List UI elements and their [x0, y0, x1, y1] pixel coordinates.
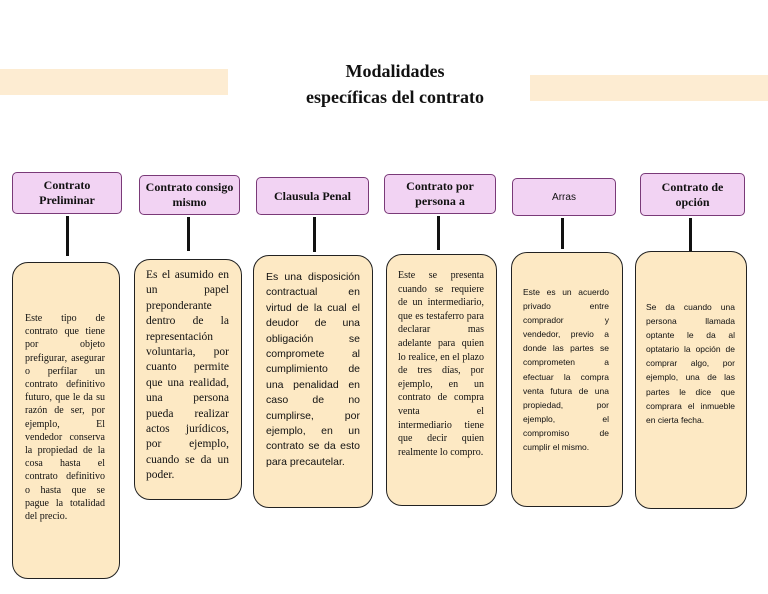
- description-box: [134, 259, 242, 500]
- description-box: [12, 262, 120, 579]
- connector-line: [561, 218, 564, 249]
- title-line-1: Modalidades: [345, 61, 445, 81]
- description-box: [253, 255, 373, 508]
- description-text: Este tipo de contrato que tiene por objeto prefigurar, asegurar o perfilar un contrato definitivo futuro, que le da su razón de ser, por ejemplo, El vendedor conserva la propiedad de la cosa hasta el contrato definitivo o hasta que se pague la totalidad del precio.: [25, 313, 105, 523]
- description-text: Se da cuando una persona llamada optante le da al optatario la opción de comprar algo, por ejemplo, una de las partes le dice que comprara el inmueble en cierta fecha.: [646, 302, 735, 425]
- connector-line: [313, 217, 316, 252]
- description-text: Este se presenta cuando se requiere de un intermediario, que es testaferro para declarar mas adelante para quien lo realice, en el plazo de tres días, por ejemplo, en un contrato de compra venta el intermediario tiene que decir quien realmente lo compro.: [398, 270, 484, 458]
- heading-contrato-preliminar: Contrato Preliminar: [12, 172, 122, 214]
- heading-clausula-penal: Clausula Penal: [256, 177, 369, 215]
- right-decor-band: [530, 75, 768, 101]
- diagram-title: [270, 58, 520, 110]
- connector-line: [437, 216, 440, 250]
- heading-contrato-por-persona-a: Contrato por persona a: [384, 174, 496, 214]
- connector-line: [689, 218, 692, 252]
- left-decor-band: [0, 69, 228, 95]
- description-text: Es una disposición contractual en virtud de la cual el deudor de una obligación se compromete al cumplimiento de una penalidad en caso de no cumplirse, por ejemplo, en un contrato se da esto para precautelar.: [266, 271, 360, 468]
- heading-arras: Arras: [512, 178, 616, 216]
- description-text: Este es un acuerdo privado entre comprador y vendedor, previo a donde las partes se comprometen a efectuar la compra venta futura de una propiedad, por ejemplo, el compromiso de cumplir el mismo.: [523, 287, 609, 453]
- description-box: [511, 252, 623, 507]
- description-box: [635, 251, 747, 509]
- heading-contrato-consigo-mismo: Contrato consigo mismo: [139, 175, 240, 215]
- heading-contrato-de-opcion: Contrato de opción: [640, 173, 745, 216]
- description-box: [386, 254, 497, 506]
- connector-line: [66, 216, 69, 256]
- connector-line: [187, 217, 190, 251]
- description-text: Es el asumido en un papel preponderante dentro de la representación voluntaria, por cuanto permite que una realidad, una persona pueda realizar actos jurídicos, por ejemplo, cuando se da un poder.: [146, 269, 229, 482]
- title-line-2: específicas del contrato: [306, 87, 484, 107]
